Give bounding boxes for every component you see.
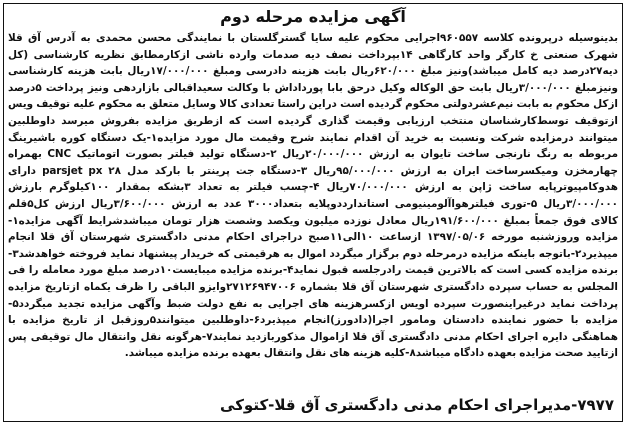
auction-notice [3,3,623,422]
notice-body: بدینوسیله درپرونده کلاسه ۹۶۰۵۵۷اجرایی محکوم علیه سایا گسترگلستان با نمایندگی محسن محمدی به آدرس آق قلا شهرک صنعتی خ کارگر واحد کارگاهی ۱۴بپرداخت نصف دیه صدمات وارده ناشی ازکارمطابق نظریه کارشناسی (کل دیه۲۷درصد دیه کامل میباشد)ونیز مبلغ ۶۲۰/۰۰۰ریال بابت هزینه دادرسی ومبلغ ۱۷/۰۰۰/۰۰۰ریال بابت هزینه کارشناسی ونیزمبلغ ۳/۰۰۰/۰۰۰ریال بابت حق الوکاله وکیل درحق بابا پورداداش با وکالت سعیداقبالی بازاردهی ونیز پرداخت ۵درصد ازکل محکوم به بابت نیم‌عشردولتی محکوم گردیده است دراین راستا تعدادی کالا وسایل متعلق به محکوم علیه توقیف ویس ازتوقیف توسط‌کارشناسان منتخب ارزیابی وقیمت گذاری گردیده است که ازطریق مزایده بفروش میرسد داوطلبین میتوانند درمزایده شرکت ونسبت به خرید آن اقدام نمایند شرح وقیمت مال مورد مزایده۱-یک دستگاه کوره باشیرینگ مربوطه به رنگ نارنجی ساخت تایوان به ارزش ۲۰/۰۰۰/۰۰۰ریال ۲-دستگاه تولید فیلتر بصورت اتوماتیک CNC بهمراه چهارمخزن ومیکسرساخت ایران به ارزش ۹۵/۰۰۰/۰۰۰ریال ۳-دستگاه جت پرینتر با بارکد مدل parsjet px ۲۸ دارای هدوکامپیوترپایه ساخت ژاپن به ارزش ۷۰/۰۰۰/۰۰۰ریال ۴-چسب فیلتر به تعداد ۳بشکه بمقدار ۱۰۰کیلوگرم بارزش ۳/۰۰۰/۰۰۰ریال ۵-توری فیلترهواآلومینیومی استاندارددوپلایه بتعداد۳۰۰۰ عدد به ارزش ۳/۶۰۰/۰۰۰ریال ارزش کل۵قلم کالای فوق جمعاً بمبلغ ۱۹۱/۶۰۰/۰۰۰ریال معادل نوزده میلیون ویکصد وشصت هزار تومان میباشد‌شرایط آگهی مزایده۱-مزایده وروزشنبه مورخه ۱۳۹۷/۰۵/۰۶ ازساعت ۱۰الی۱۱صبح دراجرای احکام مدنی دادگستری شهرستان آق قلا انجام میپذیرد۲-باتوجه باینکه مزایده درمرحله دوم برگزار میگردد اموال به هرقیمتی که خریدار پیشنهاد نماید فروخته خواهدشد۳-برنده مزایده کسی است که بالاترین قیمت رادرجلسه قبول نماید۴-برنده مزایده میبایست۱۰درصد مبلغ مورد معامله را فی المجلس به حساب سپرده دادگستری شهرستان آق قلا بشماره ۲۷۱۲۶۹۴۷۰۰۶وایزو الباقی را ظرف یکماه ازتاریخ مزایده پرداخت نماید درغیراینصورت سپرده اویس ازکسرهزینه های اجرایی به نفع دولت ضبط وآگهی مزایده تجدید میگردد۵-مزایده با حضور نماینده دادستان ومامور اجرا(دادورز)انجام میپذیرد۶-داوطلبین میتوانند۵روزقبل از تاریخ مزایده با هماهنگی دایره اجرای احکام مدنی دادگستری آق قلا ازاموال مذکوربازدید نمایند۷-هرگونه نقل وانتقال مال توقیفی پس ازتایید صحت مزایده بعهده دادگاه میباشد۸-کلیه هزینه های نقل وانتقال بعهده برنده مزایده میباشد. [8,32,619,360]
notice-title: آگهی مزایده مرحله دوم [220,7,406,26]
notice-signature: ۷۹۷۷-مدیراجرای احکام مدنی دادگستری آق قلا-کتوکی [220,396,614,414]
